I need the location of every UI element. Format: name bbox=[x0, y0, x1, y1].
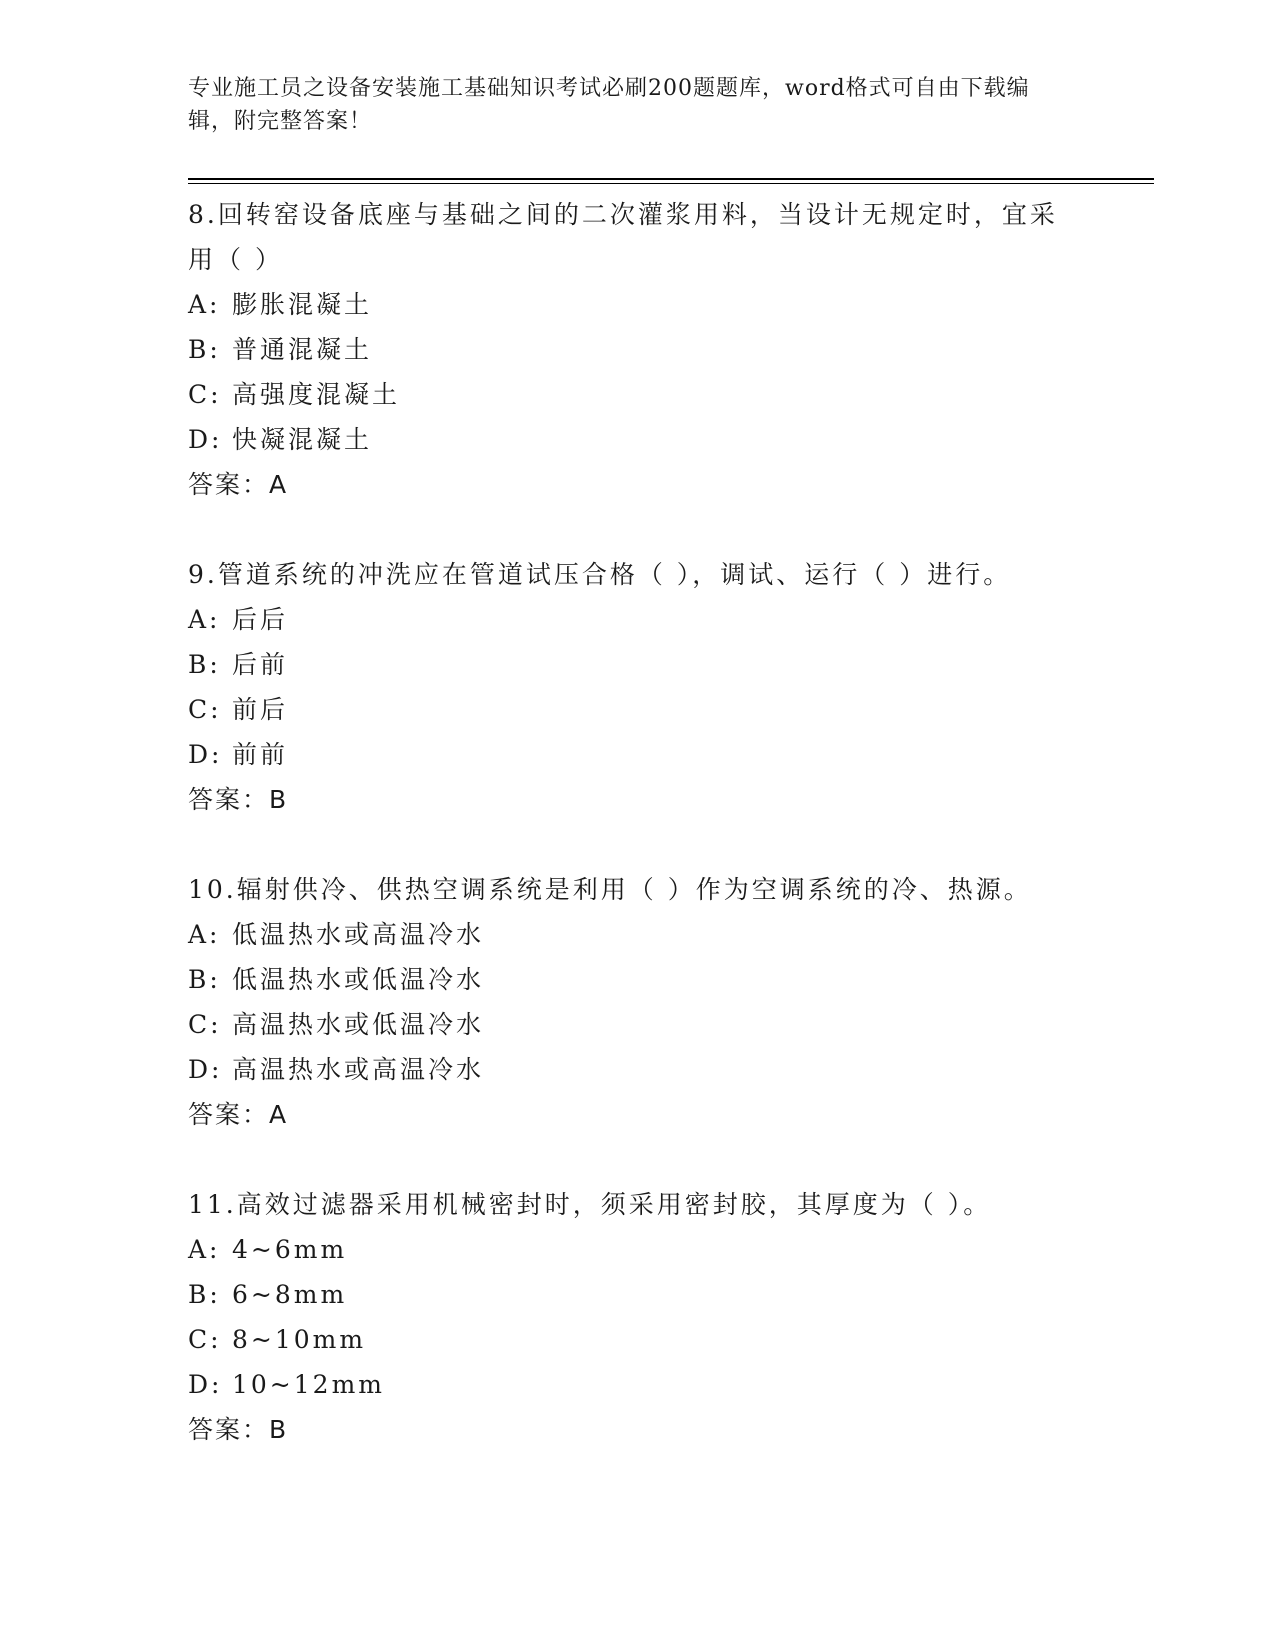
option-letter: A: bbox=[188, 1235, 221, 1264]
option-b bbox=[188, 1272, 1068, 1317]
option-letter: C: bbox=[188, 1010, 222, 1039]
question-11 bbox=[188, 1182, 1068, 1452]
option-b bbox=[188, 957, 1068, 1002]
answer-line: 答案：A bbox=[188, 1100, 289, 1129]
option-letter: B: bbox=[188, 965, 221, 994]
option-a bbox=[188, 912, 1068, 957]
option-letter: D: bbox=[188, 740, 223, 769]
option-b bbox=[188, 327, 1068, 372]
option-text: 前后 bbox=[232, 695, 289, 724]
option-letter: B: bbox=[188, 1280, 221, 1309]
option-a bbox=[188, 1227, 1068, 1272]
answer-line: 答案：B bbox=[188, 1415, 289, 1444]
option-a bbox=[188, 282, 1068, 327]
option-text: 6~8mm bbox=[232, 1280, 348, 1309]
option-text: 低温热水或高温冷水 bbox=[232, 920, 485, 949]
question-8 bbox=[188, 192, 1068, 507]
option-c bbox=[188, 1317, 1068, 1362]
option-d bbox=[188, 417, 1068, 462]
option-text: 4~6mm bbox=[232, 1235, 348, 1264]
option-text: 高温热水或低温冷水 bbox=[232, 1010, 485, 1039]
header-divider-thick bbox=[188, 178, 1154, 180]
option-text: 后前 bbox=[232, 650, 289, 679]
question-stem: 11.高效过滤器采用机械密封时，须采用密封胶，其厚度为（ ）。 bbox=[188, 1190, 992, 1219]
option-c bbox=[188, 687, 1068, 732]
question-stem: 8.回转窑设备底座与基础之间的二次灌浆用料，当设计无规定时，宜采用（ ） bbox=[188, 200, 1058, 274]
question-10 bbox=[188, 867, 1068, 1137]
option-text: 8~10mm bbox=[232, 1325, 367, 1354]
option-letter: B: bbox=[188, 650, 221, 679]
option-text: 前前 bbox=[232, 740, 289, 769]
option-text: 高强度混凝土 bbox=[232, 380, 401, 409]
option-d bbox=[188, 1362, 1068, 1407]
option-d bbox=[188, 1047, 1068, 1092]
question-9 bbox=[188, 552, 1068, 822]
option-letter: D: bbox=[188, 1370, 223, 1399]
option-text: 快凝混凝土 bbox=[232, 425, 373, 454]
option-text: 后后 bbox=[232, 605, 289, 634]
document-header: 专业施工员之设备安装施工基础知识考试必刷200题题库，word格式可自由下载编辑，附完整答案！ bbox=[188, 76, 1030, 134]
option-letter: A: bbox=[188, 920, 221, 949]
option-a bbox=[188, 597, 1068, 642]
option-letter: B: bbox=[188, 335, 221, 364]
option-letter: D: bbox=[188, 425, 223, 454]
option-letter: C: bbox=[188, 1325, 222, 1354]
header-divider-thin bbox=[188, 183, 1154, 184]
question-stem: 10.辐射供冷、供热空调系统是利用（ ）作为空调系统的冷、热源。 bbox=[188, 875, 1032, 904]
option-letter: C: bbox=[188, 695, 222, 724]
option-letter: A: bbox=[188, 290, 221, 319]
question-stem: 9.管道系统的冲洗应在管道试压合格（ ），调试、运行（ ）进行。 bbox=[188, 560, 1012, 589]
option-text: 10~12mm bbox=[232, 1370, 385, 1399]
answer-line: 答案：B bbox=[188, 785, 289, 814]
option-d bbox=[188, 732, 1068, 777]
question-list bbox=[188, 192, 1068, 1452]
option-letter: A: bbox=[188, 605, 221, 634]
option-c bbox=[188, 372, 1068, 417]
option-text: 膨胀混凝土 bbox=[232, 290, 373, 319]
option-b bbox=[188, 642, 1068, 687]
option-c bbox=[188, 1002, 1068, 1047]
option-letter: D: bbox=[188, 1055, 223, 1084]
option-text: 低温热水或低温冷水 bbox=[232, 965, 485, 994]
option-text: 高温热水或高温冷水 bbox=[232, 1055, 485, 1084]
answer-line: 答案：A bbox=[188, 470, 289, 499]
option-letter: C: bbox=[188, 380, 222, 409]
option-text: 普通混凝土 bbox=[232, 335, 373, 364]
